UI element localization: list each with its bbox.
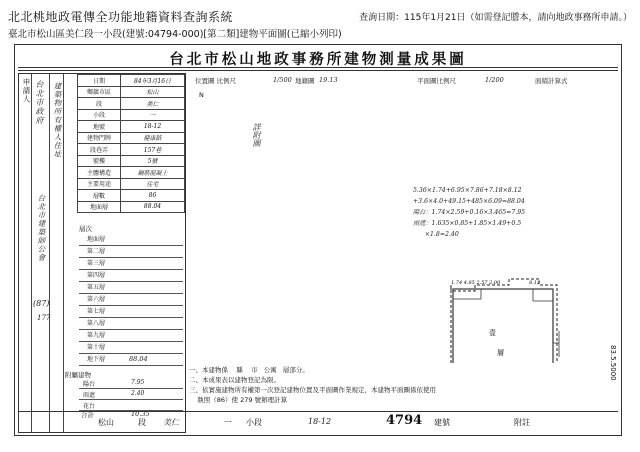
footer-section-label: 段 <box>138 418 146 427</box>
info-value: 157巷 <box>121 144 185 156</box>
floor-item: 地面層 <box>79 234 183 246</box>
info-key: 鄉鎮市區 <box>78 86 121 98</box>
page-header <box>0 0 640 42</box>
info-value: 鋼筋混凝土 <box>121 167 185 179</box>
total-label: 合計 <box>81 411 94 419</box>
applicant-value: 台北市政府 <box>35 80 44 125</box>
info-value: 住宅 <box>121 178 185 190</box>
area-calc-label: 面積計算式 <box>535 77 568 85</box>
floor-item: 第九層 <box>79 330 183 342</box>
attach-label: 附屬建物 <box>65 371 91 379</box>
info-row <box>78 86 185 98</box>
info-value: 86 <box>121 190 185 202</box>
svg-text:層: 層 <box>497 349 504 357</box>
building-info-table <box>77 74 185 213</box>
info-key: 地面層 <box>78 201 121 213</box>
stamp-number: (87) <box>33 299 50 308</box>
info-value: 88.04 <box>121 201 185 213</box>
info-row <box>78 178 185 190</box>
info-key: 小段 <box>78 109 121 121</box>
query-date: 查詢日期：115年1月21日（如需登記謄本，請向地政事務所申請。） <box>359 13 632 23</box>
lot-label: 地籍圖 <box>295 77 315 85</box>
attach-row <box>79 389 183 400</box>
floors-label: 層次 <box>79 225 92 233</box>
floor-item: 第七層 <box>79 306 183 318</box>
calc-line: 5.36×1.74+6.95×7.86+7.18×8.12 <box>413 187 522 194</box>
info-key: 建物門牌 <box>78 132 121 144</box>
system-title: 北北桃地政電傳全功能地籍資料查詢系統 <box>8 10 234 24</box>
floor-item: 第二層 <box>79 246 183 258</box>
svg-text:1.74 4.85 2.57 2.00: 1.74 4.85 2.57 2.00 <box>451 280 501 286</box>
note-line: 一、本建物係 縣 市 公寓 層部分。 <box>189 366 309 374</box>
footer-section-value: 美仁 <box>163 418 179 427</box>
attach-key: 雨遮 <box>83 392 96 399</box>
applicant-label: 申請人 <box>22 78 31 104</box>
footer-small-label: 小段 <box>246 418 262 427</box>
info-value: 5號 <box>121 155 185 167</box>
lot-value: 19.13 <box>319 76 338 84</box>
floor-item: 第三層 <box>79 258 183 270</box>
survey-sheet <box>14 44 622 436</box>
note-line: 二、本成果表以建物登記為限。 <box>189 376 280 384</box>
floor-scale-value: 1/200 <box>485 76 504 84</box>
attach-key: 陽台 <box>83 381 96 388</box>
notes-block <box>189 365 609 405</box>
floor-item: 第四層 <box>79 270 183 282</box>
calc-line: 陽台：1.74×2.59+0.16×3.465=7.95 <box>413 209 526 216</box>
info-key: 日期 <box>78 75 121 87</box>
info-key: 層數 <box>78 190 121 202</box>
title-rule <box>18 67 618 68</box>
info-row <box>78 132 185 144</box>
north-mark: N <box>199 91 204 99</box>
detail-attached-note: 詳附圖 <box>252 123 261 147</box>
sheet-footer <box>18 411 618 432</box>
floor-item: 第六層 <box>79 294 183 306</box>
svg-text:壹: 壹 <box>489 329 496 337</box>
side-scale: 83.5.5000 <box>609 345 617 381</box>
sheet-title: 台北市松山地政事務所建物測量成果圖 <box>169 51 467 68</box>
info-key: 號樓 <box>78 155 121 167</box>
vertical-note: 台北市建築師公會 <box>37 194 46 262</box>
footer-district: 松山 <box>98 418 114 427</box>
attach-row <box>79 378 183 389</box>
footer-lot: 18-12 <box>308 417 332 426</box>
info-row <box>78 121 185 133</box>
position-scale-value: 1/500 <box>273 76 292 84</box>
footer-subsection: 一 <box>223 418 231 427</box>
footer-remark: 附註 <box>514 418 530 427</box>
floor-item: 第八層 <box>79 318 183 330</box>
info-row <box>78 190 185 202</box>
calc-line: ×1.8=2.40 <box>413 231 459 238</box>
info-row <box>78 167 185 179</box>
document-subtitle: 臺北市松山區美仁段一小段(建號:04794-000)[第二類]建物平面圖(已縮小列印) <box>8 29 342 40</box>
owner-address: 建築物所有權人住址 <box>53 82 62 159</box>
footer-build-label: 建號 <box>434 418 450 427</box>
attach-value: 7.95 <box>131 379 145 386</box>
floor-item: 第十層 <box>79 342 183 354</box>
info-value: 松山 <box>121 86 185 98</box>
svg-text:8.12: 8.12 <box>529 280 541 286</box>
info-row <box>78 75 185 87</box>
calc-line: 雨遮：1.635×0.85+1.85×1.49+0.5 <box>413 220 522 227</box>
info-key: 地號 <box>78 121 121 133</box>
floor-item: 第五層 <box>79 282 183 294</box>
note-line: 執照（86）使 279 號辦理計算 <box>189 396 288 404</box>
position-scale-label: 位置圖 比例尺 <box>195 77 237 85</box>
area-calculation <box>413 185 613 240</box>
info-row <box>78 201 185 213</box>
floor-scale-label: 平面圖比例尺 <box>417 77 456 85</box>
info-row <box>78 155 185 167</box>
attach-list <box>79 378 183 411</box>
info-row <box>78 98 185 110</box>
small-number: 177 <box>37 314 51 322</box>
footer-build-no: 4794 <box>386 413 423 428</box>
building-info-panel <box>18 73 186 433</box>
info-value: 18-12 <box>121 121 185 133</box>
info-row <box>78 109 185 121</box>
info-value: 美仁 <box>121 98 185 110</box>
info-value: 一 <box>121 109 185 121</box>
info-key: 主要用途 <box>78 178 121 190</box>
info-key: 段巷弄 <box>78 144 121 156</box>
info-key: 主體構造 <box>78 167 121 179</box>
floor-item: 地下層 <box>79 354 183 366</box>
attach-value: 2.40 <box>131 390 145 397</box>
note-line: 三、依實施建物所有權第一次登記建物位置及平面圖作業規定，本建物平面圖係依使用 <box>189 386 436 394</box>
info-key: 段 <box>78 98 121 110</box>
floor-list <box>79 234 183 366</box>
info-value: 健康路 <box>121 132 185 144</box>
info-row <box>78 144 185 156</box>
total-value: 10.35 <box>131 410 150 418</box>
info-value: 84年3月16日 <box>121 75 185 87</box>
floor-total: 88.04 <box>129 355 148 363</box>
calc-line: +3.6×4.0+49.15+485×6.09=88.04 <box>413 198 525 205</box>
title-rule-double <box>18 70 618 71</box>
attach-key: 花台 <box>83 403 96 410</box>
